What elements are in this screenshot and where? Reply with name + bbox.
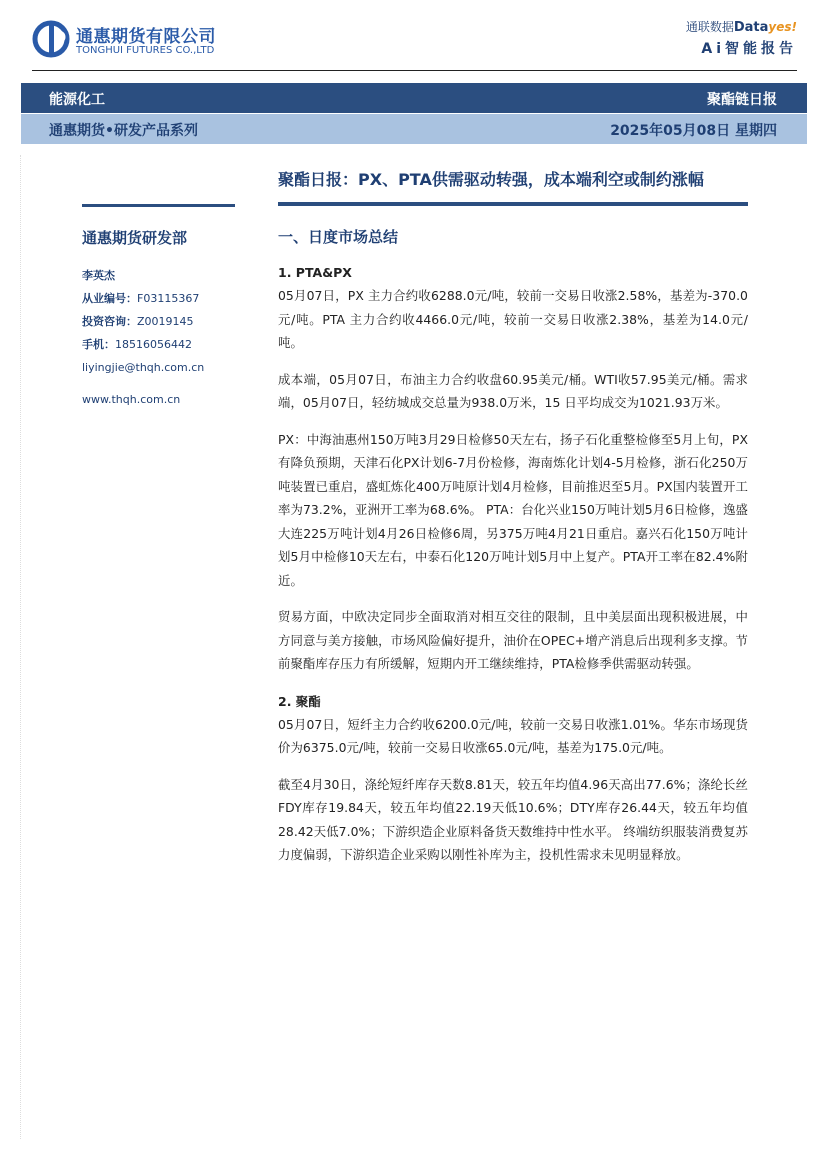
title-rule [278, 202, 748, 206]
phone-number: 手机：18516056442 [82, 338, 192, 351]
subheading-polyester: 2. 聚酯 [278, 693, 321, 709]
brand-yes: yes! [768, 20, 797, 34]
website-link[interactable]: www.thqh.com.cn [82, 393, 181, 406]
brand-data: Data [733, 20, 769, 35]
brand-prefix: 通联数据 [685, 20, 734, 34]
paragraph-staple-fiber: 05月07日，短纤主力合约收6200.0元/吨，较前一交易日收涨1.01%。华东市场现货价为6375.0元/吨，较前一交易日收涨65.0元/吨，基差为175.0元/吨。 [278, 716, 748, 755]
company-name-en: TONGHUI FUTURES CO.,LTD [76, 45, 215, 56]
report-date: 2025年05月08日 星期四 [610, 123, 777, 139]
report-title: 聚酯日报：PX、PTA供需驱动转强，成本端利空或制约涨幅 [278, 170, 704, 189]
ai-report-label: Ai智能报告 [701, 41, 797, 57]
paragraph-px-pta-maintenance: PX：中海油惠州150万吨3月29日检修50天左右，扬子石化重整检修至5月上旬，PX有降负预期，天津石化PX计划6-7月份检修，海南炼化计划4-5月检修，浙石化250万吨装置已重启，盛虹炼化400万吨原计划4月检修，目前推迟至5月。PX国内装置开工率为73.2%，亚洲开工率为68.6%。 PTA：台化兴业150万吨计划5月6日检修，逸盛大连225万吨计划4月26日检修6周，另375万吨4月21日重启。嘉兴石化150万吨计划5月中检修10天左右，中泰石化120万吨计划5月中上复产。PTA开工率在82.4%附近。 [278, 431, 748, 588]
series-label: 通惠期货•研发产品系列 [49, 123, 198, 139]
datayes-logo [686, 18, 797, 35]
company-name-cn: 通惠期货有限公司 [76, 27, 216, 47]
subheading-pta-px: 1. PTA&PX [278, 265, 352, 280]
series-banner [21, 114, 807, 144]
analyst-name: 李英杰 [82, 269, 115, 282]
sector-banner [21, 83, 807, 113]
email-address[interactable]: liyingjie@thqh.com.cn [82, 361, 205, 374]
author-sidebar [82, 204, 235, 406]
paragraph-trade: 贸易方面，中欧决定同步全面取消对相互交往的限制，且中美层面出现积极进展，中方同意与美方接触，市场风险偏好提升，油价在OPEC+增产消息后出现利多支撑。节前聚酯库存压力有所缓解，短期内开工继续维持，PTA检修季供需驱动转强。 [278, 609, 748, 671]
paragraph-cost-demand: 成本端，05月07日，布油主力合约收盘60.95美元/桶。WTI收57.95美元/桶。需求端，05月07日，轻纺城成交总量为938.0万米，15 日平均成交为1021.93万米。 [278, 371, 748, 410]
section-heading-market-summary: 一、日度市场总结 [278, 228, 399, 246]
report-body [278, 168, 748, 867]
paragraph-inventory: 截至4月30日，涤纶短纤库存天数8.81天，较五年均值4.96天高出77.6%；涤纶长丝FDY库存19.84天，较五年均值22.19天低10.6%；DTY库存26.44天，较五年均值28.42天低7.0%；下游织造企业原料备货天数维持中性水平。 终端纺织服装消费复苏力度偏弱，下游织造企业采购以刚性补库为主，投机性需求未见明显释放。 [278, 776, 748, 862]
datayes-brand [686, 18, 797, 58]
report-type-label: 聚酯链日报 [707, 92, 777, 108]
tonghui-logo-icon [32, 20, 70, 58]
consult-number: 投资咨询：Z0019145 [82, 315, 194, 328]
sidebar-rule [82, 204, 235, 207]
license-number: 从业编号：F03115367 [82, 292, 200, 305]
department-name: 通惠期货研发部 [82, 229, 188, 247]
page-margin-line [20, 155, 21, 1139]
header-divider [32, 70, 797, 71]
paragraph-px-pta-prices: 05月07日，PX 主力合约收6288.0元/吨，较前一交易日收涨2.58%，基差为-370.0元/吨。PTA 主力合约收4466.0元/吨，较前一交易日收涨2.38%，基差为14.0元/吨。 [278, 288, 748, 350]
sector-label: 能源化工 [49, 92, 105, 108]
